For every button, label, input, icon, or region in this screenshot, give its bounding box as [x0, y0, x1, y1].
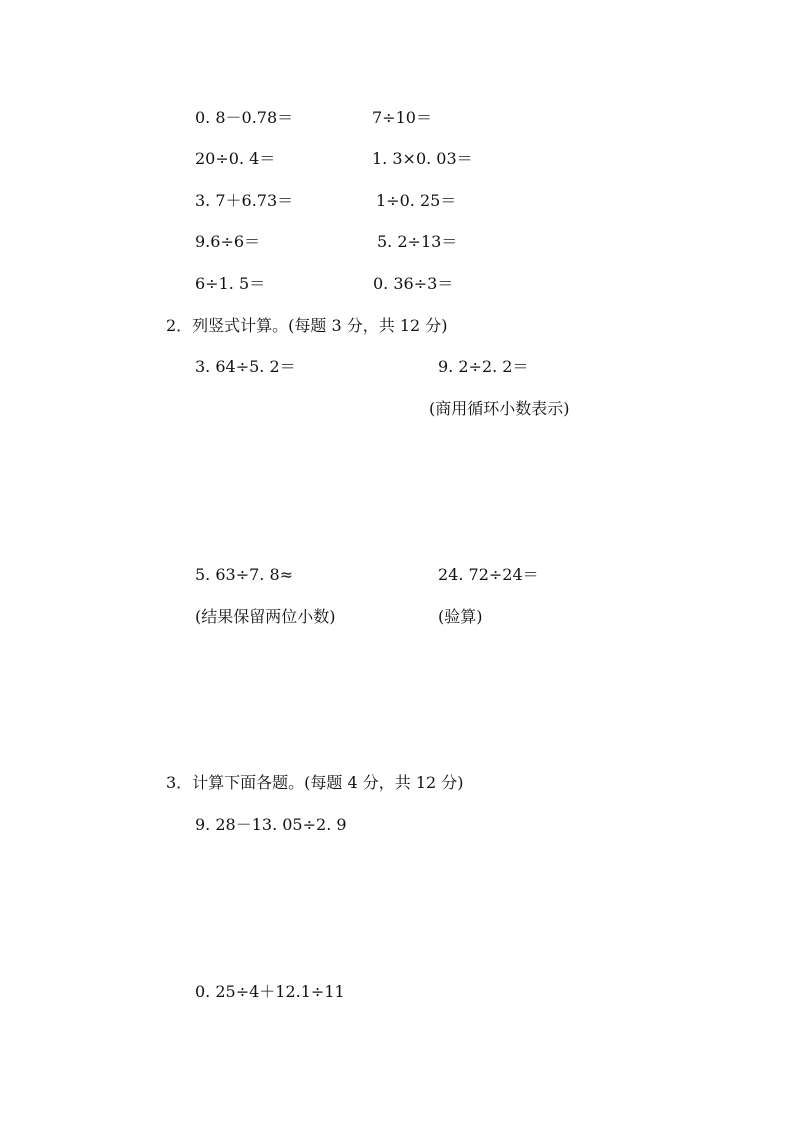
calc-row-5-right: 0. 36÷3＝ — [373, 274, 454, 293]
vertical-problem-2: 9. 2÷2. 2＝ — [438, 357, 529, 376]
vertical-problem-1: 3. 64÷5. 2＝ — [195, 357, 296, 376]
mixed-problem-1: 9. 28－13. 05÷2. 9 — [195, 815, 347, 834]
calc-row-3-right: 1÷0. 25＝ — [376, 191, 457, 210]
vertical-problem-2-note: (商用循环小数表示) — [429, 399, 570, 418]
mixed-problem-2: 0. 25÷4＋12.1÷11 — [195, 982, 345, 1001]
vertical-problem-3-note: (结果保留两位小数) — [195, 607, 336, 626]
calc-row-1-left: 0. 8－0.78＝ — [195, 108, 294, 127]
section-3-heading: 3．计算下面各题。(每题 4 分，共 12 分) — [166, 773, 464, 792]
vertical-problem-4-note: (验算) — [438, 607, 483, 626]
vertical-problem-4: 24. 72÷24＝ — [438, 565, 539, 584]
section-2-heading: 2．列竖式计算。(每题 3 分，共 12 分) — [166, 316, 448, 335]
calc-row-3-left: 3. 7＋6.73＝ — [195, 191, 294, 210]
calc-row-2-left: 20÷0. 4＝ — [195, 149, 276, 168]
calc-row-2-right: 1. 3×0. 03＝ — [372, 149, 473, 168]
calc-row-4-left: 9.6÷6＝ — [195, 232, 261, 251]
vertical-problem-3: 5. 63÷7. 8≈ — [195, 565, 294, 584]
calc-row-4-right: 5. 2÷13＝ — [377, 232, 458, 251]
calc-row-1-right: 7÷10＝ — [372, 108, 432, 127]
calc-row-5-left: 6÷1. 5＝ — [195, 274, 266, 293]
